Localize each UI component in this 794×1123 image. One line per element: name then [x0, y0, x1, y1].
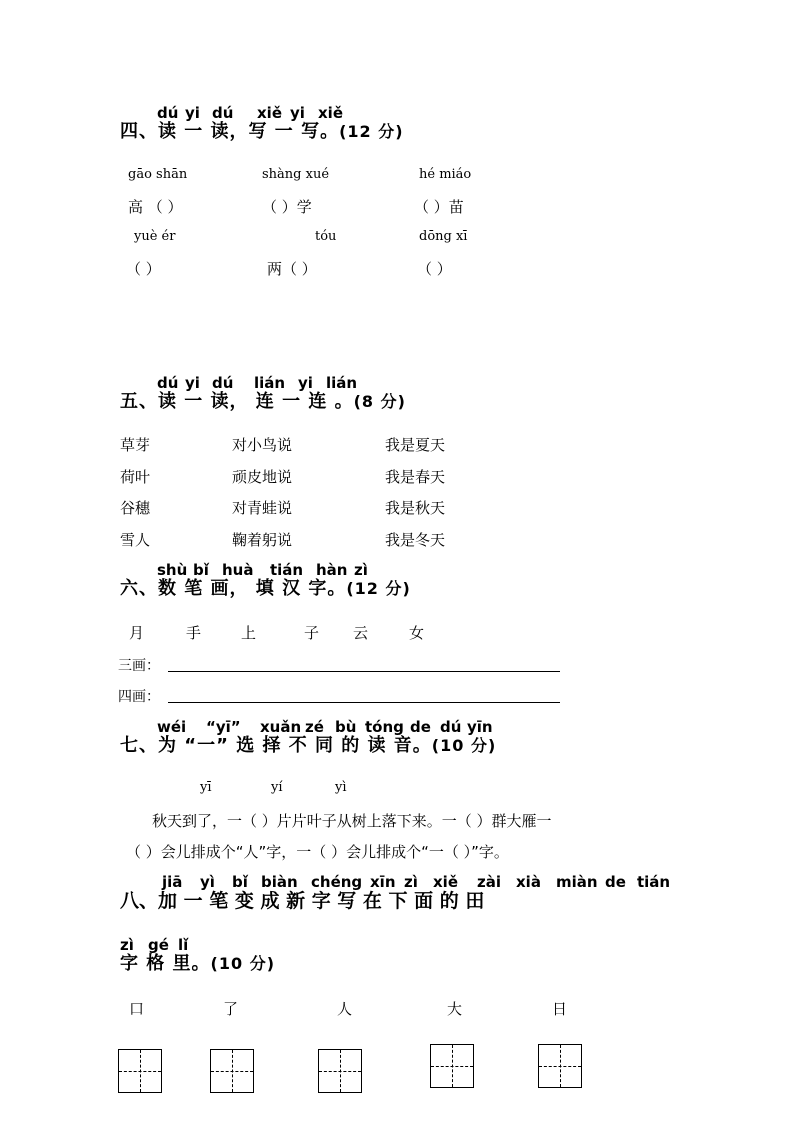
pinyin: xuǎn	[260, 718, 302, 736]
pinyin: yi	[185, 104, 200, 122]
char: 大	[447, 1000, 463, 1018]
section-7-title: 七、为 “一” 选 择 不 同 的 读 音。(10 分)	[120, 735, 497, 756]
item-text: （ ）苗	[414, 198, 464, 216]
char: 月	[129, 624, 145, 642]
match-left: 荷叶	[120, 468, 151, 486]
match-middle: 对青蛙说	[232, 499, 293, 517]
pinyin: zì	[354, 561, 368, 579]
section-4-title: 四、读 一 读，写 一 写。(12 分)	[120, 121, 404, 142]
pinyin: gé	[148, 936, 169, 954]
pinyin: biàn	[261, 873, 298, 891]
pinyin: xiě	[433, 873, 458, 891]
match-left: 谷穗	[120, 499, 151, 517]
pinyin: bù	[335, 718, 357, 736]
match-right: 我是秋天	[385, 499, 446, 517]
item-text: 两（ ）	[267, 260, 317, 278]
pinyin: yi	[298, 374, 313, 392]
pinyin: miàn	[556, 873, 598, 891]
pinyin: yīn	[467, 718, 493, 736]
tian-grid[interactable]	[210, 1049, 254, 1093]
passage-line: （ ）会儿排成个“人”字，一（ ）会儿排成个“一（ ）”字。	[126, 843, 509, 861]
match-left: 雪人	[120, 531, 151, 549]
item-text: 高 （ ）	[128, 198, 183, 216]
pinyin: dú	[440, 718, 462, 736]
match-right: 我是冬天	[385, 531, 446, 549]
pinyin: bǐ	[193, 561, 209, 579]
match-right: 我是春天	[385, 468, 446, 486]
pinyin: zì	[120, 936, 134, 954]
pinyin: de	[410, 718, 431, 736]
item-pinyin: hé miáo	[419, 167, 472, 182]
item-pinyin: shàng xué	[262, 167, 330, 182]
pinyin: lǐ	[178, 936, 189, 954]
section-5-title: 五、读 一 读， 连 一 连 。(8 分)	[120, 391, 406, 412]
passage-line: 秋天到了，一（ ）片片叶子从树上落下来。一（ ）群大雁一	[152, 812, 552, 830]
pinyin: tóng	[365, 718, 404, 736]
tian-grid[interactable]	[430, 1044, 474, 1088]
char: 人	[337, 1000, 353, 1018]
item-pinyin: tóu	[315, 229, 337, 244]
tian-grid[interactable]	[318, 1049, 362, 1093]
item-pinyin: yuè ér	[134, 229, 176, 244]
pinyin: lián	[326, 374, 358, 392]
match-middle: 对小鸟说	[232, 436, 293, 454]
pinyin: zài	[477, 873, 501, 891]
pinyin: de	[605, 873, 626, 891]
pinyin: zé	[305, 718, 324, 736]
item-pinyin: dōng xī	[419, 229, 468, 244]
pinyin: wéi	[157, 718, 187, 736]
pinyin: xiě	[318, 104, 343, 122]
pinyin: zì	[404, 873, 418, 891]
pinyin: tián	[270, 561, 304, 579]
pinyin: xià	[516, 873, 541, 891]
char: 子	[304, 624, 320, 642]
pinyin: yì	[200, 873, 215, 891]
answer-line[interactable]	[168, 671, 560, 672]
reading: yí	[271, 780, 283, 795]
section-8-title-cont: 字 格 里。(10 分)	[120, 953, 276, 974]
pinyin: “yī”	[206, 718, 241, 736]
row-label: 四画：	[118, 689, 160, 705]
char: 云	[353, 624, 369, 642]
char: 日	[552, 1000, 568, 1018]
pinyin: xiě	[257, 104, 282, 122]
pinyin: yi	[185, 374, 200, 392]
answer-line[interactable]	[168, 702, 560, 703]
pinyin: chéng	[311, 873, 363, 891]
tian-grid[interactable]	[538, 1044, 582, 1088]
pinyin: tián	[637, 873, 671, 891]
item-pinyin: gāo shān	[128, 167, 188, 182]
pinyin: dú	[157, 374, 179, 392]
item-text: （ ）	[126, 260, 161, 278]
match-left: 草芽	[120, 436, 151, 454]
char: 上	[241, 624, 257, 642]
section-8-title: 八、加 一 笔 变 成 新 字 写 在 下 面 的 田	[120, 890, 485, 912]
match-middle: 顽皮地说	[232, 468, 293, 486]
pinyin: xīn	[370, 873, 396, 891]
pinyin: dú	[157, 104, 179, 122]
row-label: 三画：	[118, 658, 160, 674]
pinyin: yi	[290, 104, 305, 122]
pinyin: hàn	[316, 561, 348, 579]
item-text: （ ）学	[262, 198, 312, 216]
pinyin: shù	[157, 561, 188, 579]
tian-grid[interactable]	[118, 1049, 162, 1093]
pinyin: dú	[212, 374, 234, 392]
item-text: （ ）	[417, 260, 452, 278]
pinyin: jiā	[162, 873, 183, 891]
char: 手	[186, 624, 202, 642]
pinyin: lián	[254, 374, 286, 392]
pinyin: huà	[222, 561, 254, 579]
section-6-title: 六、数 笔 画， 填 汉 字。(12 分)	[120, 578, 411, 599]
pinyin: bǐ	[232, 873, 248, 891]
char: 了	[223, 1000, 239, 1018]
reading: yì	[335, 780, 347, 795]
char: 口	[129, 1000, 145, 1018]
char: 女	[409, 624, 425, 642]
reading: yī	[200, 780, 212, 795]
match-middle: 鞠着躬说	[232, 531, 293, 549]
match-right: 我是夏天	[385, 436, 446, 454]
pinyin: dú	[212, 104, 234, 122]
